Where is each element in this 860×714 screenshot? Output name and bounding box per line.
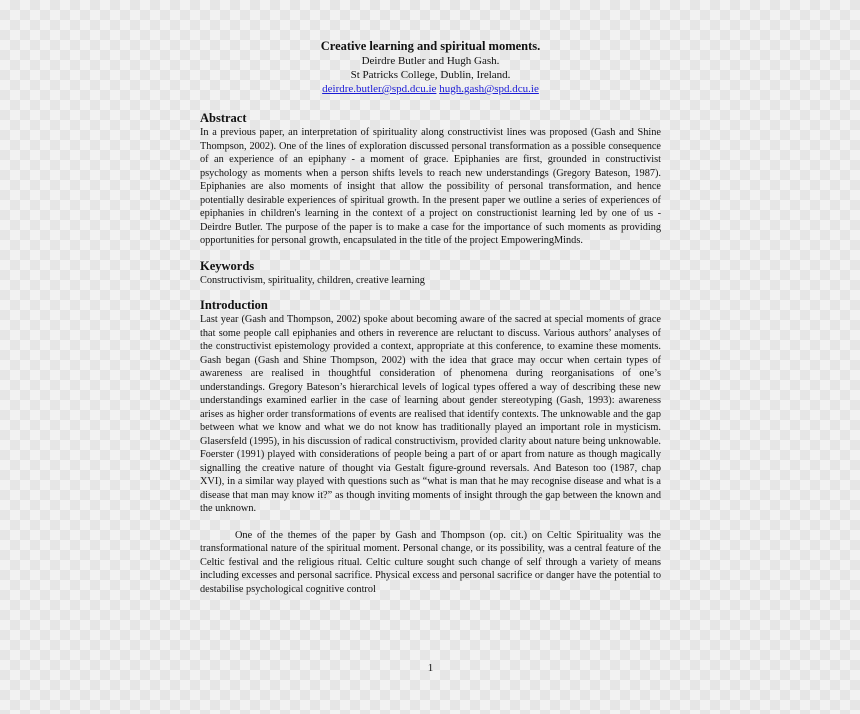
- keywords-text: Constructivism, spirituality, children, creative learning: [200, 274, 425, 286]
- paper-title: Creative learning and spiritual moments.: [320, 39, 541, 53]
- paper-header: [200, 38, 661, 96]
- page-number: 1: [427, 662, 434, 674]
- introduction-heading: Introduction: [200, 298, 268, 312]
- abstract-section: [200, 110, 661, 248]
- email-link-butler[interactable]: deirdre.butler@spd.dcu.ie: [322, 83, 437, 95]
- paper-authors: Deirdre Butler and Hugh Gash.: [361, 55, 500, 67]
- keywords-heading: Keywords: [200, 258, 255, 273]
- abstract-heading: Abstract: [200, 111, 247, 125]
- email-link-gash[interactable]: hugh.gash@spd.dcu.ie: [439, 83, 539, 95]
- introduction-paragraph-1: Last year (Gash and Thompson, 2002) spoke about becoming aware of the sacred at special moments of grace that some people call epiphanies and others in reverence are reluctant to discuss. Various authors’ analyses of the constructivist epistemology provided a context, appropriate at this conference, to examine these moments. Gash began (Gash and Shine Thompson, 2002) with the idea that grace may occur when certain types of awareness are realised in thoughtful consideration of phenomena during reorganisations of one’s understandings. Gregory Bateson’s hierarchical levels of logical types offered a way of describing these new understandings examined earlier in the case of learning about gender stereotyping (Gash, 1993): awareness arises as higher order transformations of events are realised that identify contexts. The unknowable and the gap between what we know and what we do not know has traditionally played an important role in mysticism. Glasersfeld (1995), in his discussion of radical constructivism, provided clarity about nature being unknowable. Foerster (1991) played with considerations of people being a part of or apart from nature as though magically signalling the creative nature of thought via Gestalt figure-ground reversals. And Bateson too (1987, chap XVI), in a similar way played with questions such as “what is man that he may recognise disease and what is a disease that man may know it?” as though inviting moments of insight through the gap between the known and the unknown.: [200, 314, 661, 514]
- author-emails: [200, 82, 661, 96]
- keywords-section: [200, 258, 661, 288]
- introduction-section: [200, 297, 661, 596]
- paper-body: [200, 110, 661, 606]
- introduction-paragraph-2: One of the themes of the paper by Gash and Thompson (op. cit.) on Celtic Spirituality was the transformational nature of the spiritual moment. Personal change, or its possibility, was a central feature of the Celtic festival and the religious ritual. Celtic culture sought such change of self through a variety of means including excesses and personal sacrifice. Physical excess and personal sacrifice or danger have the potential to destabilise psychological cognitive control: [200, 529, 661, 595]
- paper-affiliation: St Patricks College, Dublin, Ireland.: [350, 69, 511, 81]
- abstract-text: In a previous paper, an interpretation of spirituality along constructivist lines was proposed (Gash and Shine Thompson, 2002). One of the lines of exploration discussed personal transformation as a possible consequence of an experience of an epiphany - a moment of grace. Epiphanies are first, grounded in constructivist psychology as moments when a person shifts levels to reach new understandings (Gregory Bateson, 1987). Epiphanies are also moments of insight that allow the possibility of personal transformation, and hence potentially desirable experiences of spiritual growth. In the present paper we outline a series of experiences of epiphanies in children's learning in the context of a project on constructionist learning led by one of us - Deirdre Butler. The purpose of the paper is to make a case for the importance of such moments as providing opportunities for personal growth, encapsulated in the title of the project EmpoweringMinds.: [200, 127, 661, 246]
